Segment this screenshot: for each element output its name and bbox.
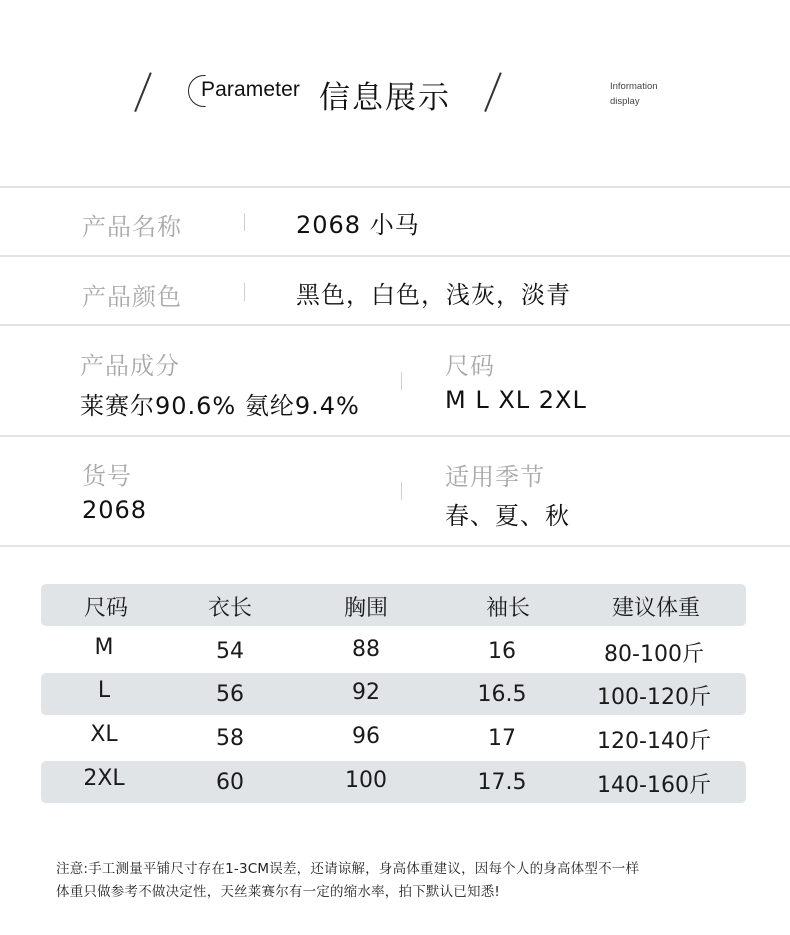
row-separator [401,372,402,390]
size-value: M L XL 2XL [445,386,587,414]
product-color-label: 产品颜色 [82,283,182,311]
product-name-label: 产品名称 [82,213,182,241]
page-title: 信息展示 [319,80,451,116]
table-cell: 92 [352,680,380,705]
table-cell: 58 [216,726,244,751]
info-caption-line2: display [610,96,640,107]
table-cell: 2XL [83,766,125,791]
table-cell: 16.5 [477,682,527,707]
divider-1 [0,186,790,188]
row-separator [401,482,402,500]
header-left-slash [134,72,151,112]
sku-value: 2068 [82,496,148,524]
row-separator [244,213,245,231]
divider-4 [0,435,790,437]
product-color-value: 黑色，白色，浅灰，淡青 [296,281,571,309]
product-name-value: 2068 小马 [296,211,420,239]
header-right-slash [484,72,501,112]
table-cell: 54 [216,639,244,664]
table-header-cell: 袖长 [485,596,530,621]
table-header-cell: 衣长 [207,596,252,621]
table-cell: 56 [216,682,244,707]
table-cell: 100-120斤 [597,685,711,710]
table-cell: 96 [352,724,380,749]
parameter-word: Parameter [201,78,300,101]
table-cell: 140-160斤 [597,773,711,798]
table-cell: 17.5 [477,770,527,795]
composition-value: 莱赛尔90.6% 氨纶9.4% [80,392,360,420]
table-header-cell: 建议体重 [611,596,700,621]
size-label: 尺码 [445,352,495,380]
note-line-1: 注意:手工测量平铺尺寸存在1-3CM误差，还请谅解，身高体重建议，因每个人的身高体型不一样 [56,861,640,877]
table-cell: XL [90,722,118,747]
table-cell: 100 [345,768,387,793]
table-header-cell: 胸围 [343,596,388,621]
note-line-2: 体重只做参考不做决定性，天丝莱赛尔有一定的缩水率，拍下默认已知悉! [56,884,501,900]
info-display-caption [610,79,658,109]
table-cell: 16 [488,639,516,664]
table-cell: 17 [488,726,516,751]
divider-5 [0,545,790,547]
divider-2 [0,255,790,257]
table-cell: 88 [352,637,380,662]
table-cell: 120-140斤 [597,729,711,754]
table-cell: L [97,678,111,703]
row-separator [244,283,245,301]
table-header-cell: 尺码 [83,596,128,621]
composition-label: 产品成分 [80,352,180,380]
table-cell: M [94,635,114,660]
divider-3 [0,324,790,326]
season-value: 春、夏、秋 [445,502,570,530]
info-caption-line1: Information [610,81,658,92]
table-cell: 80-100斤 [604,642,704,667]
table-cell: 60 [216,770,244,795]
sku-label: 货号 [82,462,132,490]
season-label: 适用季节 [445,463,545,491]
